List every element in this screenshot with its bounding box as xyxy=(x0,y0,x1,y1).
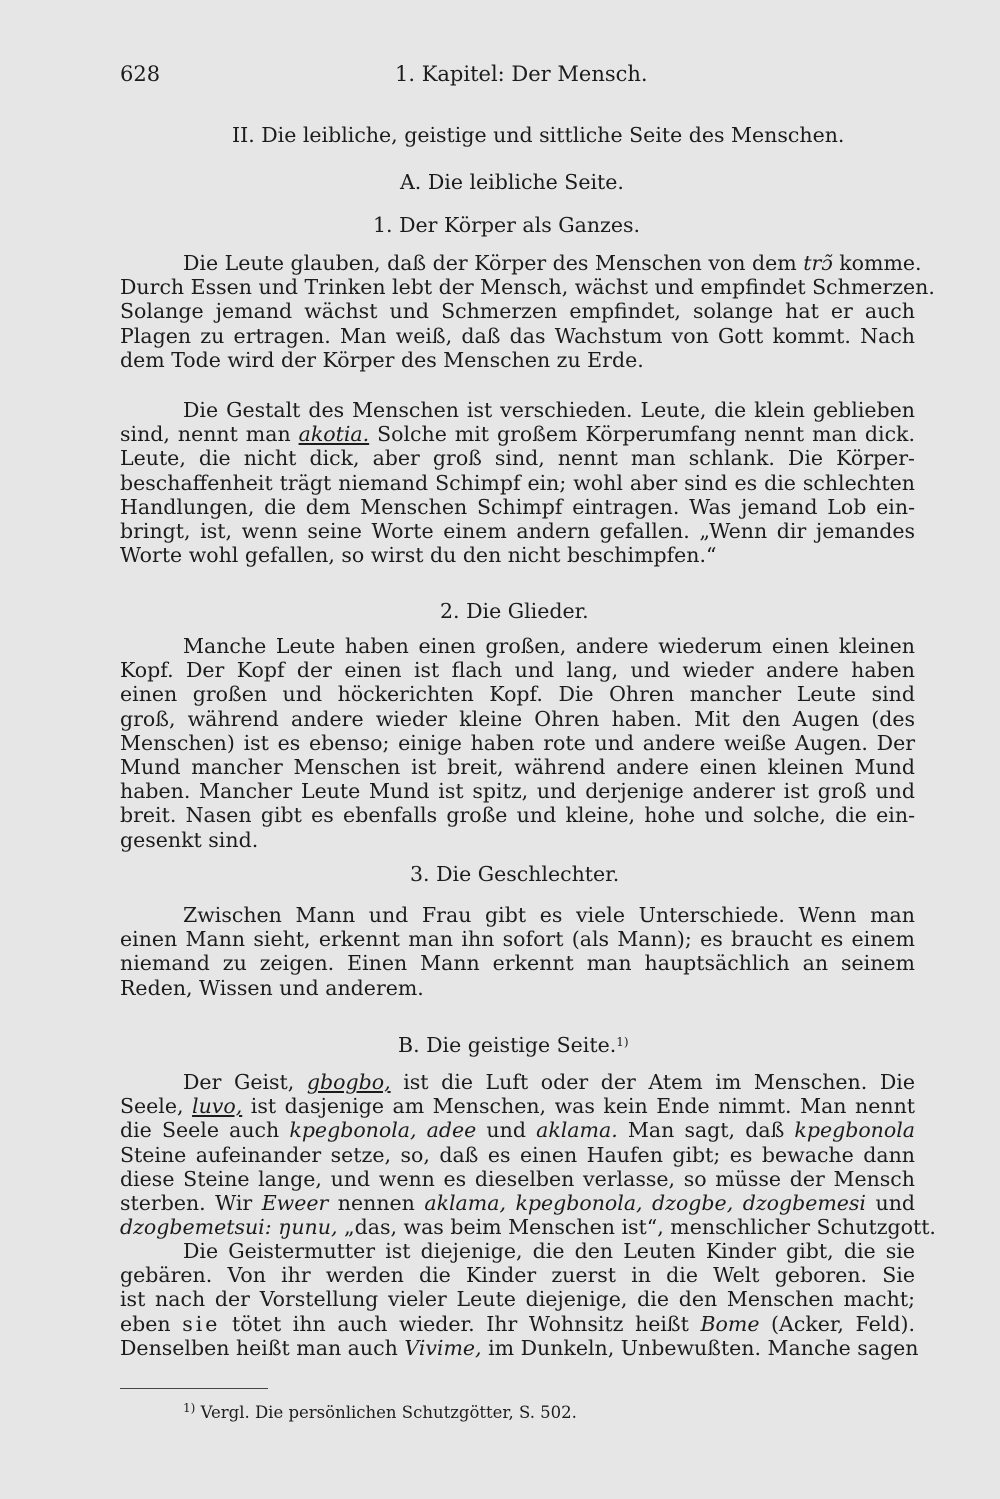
text-line xyxy=(120,1094,915,1118)
text-line: Durch Essen und Trinken lebt der Mensch, wächst und empfindet Schmerzen. xyxy=(120,275,935,300)
text-line: Steine aufeinander setze, so, daß es einen Haufen gibt; es bewache dann xyxy=(120,1142,915,1167)
text-run: Denselben heißt man auch xyxy=(120,1335,405,1360)
text-line: diese Steine lange, und wenn es dieselben verlasse, so müsse der Mensch xyxy=(120,1166,915,1191)
paragraph-3 xyxy=(120,634,915,852)
spaced-emphasis: sie xyxy=(182,1311,221,1336)
text-line: haben. Mancher Leute Mund ist spitz, und derjenige anderer ist groß und xyxy=(120,779,915,804)
text-run: Seele, xyxy=(120,1094,193,1119)
place-name: Bome xyxy=(700,1311,760,1336)
text-line xyxy=(120,1215,936,1240)
page-number: 628 xyxy=(120,62,161,86)
text-run: (Acker, Feld). xyxy=(759,1311,915,1336)
ewe-term: aklama. xyxy=(536,1118,618,1143)
text-line: Mund mancher Menschen ist breit, während andere einen kleinen Mund xyxy=(120,754,915,779)
text-line: niemand zu zeigen. Einen Mann erkennt man hauptsächlich an seinem xyxy=(120,951,915,976)
text-line: ist nach der Vorstellung vieler Leute diejenige, die den Menschen macht; xyxy=(120,1287,915,1312)
section-heading-b xyxy=(398,1031,629,1059)
subheading-2: 2. Die Glieder. xyxy=(440,599,589,623)
text-line: Handlungen, die dem Menschen Schimpf eintragen. Was jemand Lob ein- xyxy=(120,494,915,519)
text-run: „das, was beim Menschen ist“, menschlicher Schutzgott. xyxy=(337,1215,936,1240)
text-line: Die Gestalt des Menschen ist verschieden. Leute, die klein geblieben xyxy=(183,398,915,422)
text-run: Man sagt, daß xyxy=(617,1118,795,1143)
text-run: und xyxy=(866,1190,916,1215)
subheading-3: 3. Die Geschlechter. xyxy=(410,862,620,886)
paragraph-5 xyxy=(120,1070,936,1240)
text-line: groß, während andere wieder kleine Ohren haben. Mit den Augen (des xyxy=(120,706,915,731)
text-run: eben xyxy=(120,1311,183,1336)
text-run: tötet ihn auch wieder. Ihr Wohnsitz heißt xyxy=(220,1311,701,1336)
text-line: Zwischen Mann und Frau gibt es viele Unterschiede. Wenn man xyxy=(183,903,915,927)
text-run: und xyxy=(476,1118,537,1143)
ewe-term: gbogbo, xyxy=(306,1070,391,1094)
footnote-reference: 1) xyxy=(616,1035,629,1049)
paragraph-6 xyxy=(120,1239,919,1360)
text-run: nennen xyxy=(328,1190,425,1215)
ewe-term: akotia. xyxy=(298,422,370,447)
ewe-term: trɔ̃ xyxy=(803,251,833,275)
ewe-term: kpegbonola xyxy=(794,1118,916,1143)
ewe-term: aklama, kpegbonola, dzogbe, dzogbemesi xyxy=(424,1190,866,1215)
text-line xyxy=(120,1191,915,1215)
text-line: Leute, die nicht dick, aber groß sind, nennt man schlank. Die Körper- xyxy=(120,446,915,471)
text-run: sterben. Wir xyxy=(120,1190,262,1215)
footnote xyxy=(183,1402,577,1424)
text-run: ist die Luft oder der Atem im Menschen. Die xyxy=(390,1070,915,1094)
footnote-marker: 1) xyxy=(183,1401,196,1415)
subheading-1: 1. Der Körper als Ganzes. xyxy=(373,213,641,237)
text-line: gesenkt sind. xyxy=(120,827,259,852)
paragraph-2 xyxy=(120,398,915,567)
text-run: Der Geist, xyxy=(183,1070,307,1094)
text-line: Worte wohl gefallen, so wirst du den nicht beschimpfen.“ xyxy=(120,543,717,568)
running-header xyxy=(120,62,915,92)
footnote-text: Vergl. Die persönlichen Schutzgötter, S. 502. xyxy=(195,1403,577,1422)
text-line: einen Mann sieht, erkennt man ihn sofort (als Mann); es braucht es einem xyxy=(120,927,915,952)
text-line: Reden, Wissen und anderem. xyxy=(120,975,424,1000)
text-run: im Dunkeln, Unbewußten. Manche sagen xyxy=(481,1335,919,1360)
text-run: sind, nennt man xyxy=(120,422,299,447)
text-run: Solche mit großem Körperumfang nennt man dick. xyxy=(369,422,915,447)
text-line: Die Leute glauben, daß der Körper des Menschen von dem trɔ̃ komme. xyxy=(183,251,922,275)
text-line: beschaffenheit trägt niemand Schimpf ein; wohl aber sind es die schlechten xyxy=(120,470,915,495)
text-run: die Seele auch xyxy=(120,1118,290,1143)
chapter-title: 1. Kapitel: Der Mensch. xyxy=(395,62,648,86)
paragraph-4 xyxy=(120,903,915,1000)
text-line: Solange jemand wächst und Schmerzen empfindet, solange hat er auch xyxy=(120,299,915,324)
ewe-term: dzogbemetsui: ŋunu, xyxy=(120,1215,338,1240)
text-line: breit. Nasen gibt es ebenfalls große und kleine, hohe und solche, die ein- xyxy=(120,803,915,828)
text-line xyxy=(120,1070,915,1094)
section-heading-ii: II. Die leibliche, geistige und sittliche Seite des Menschen. xyxy=(232,123,845,147)
footnote-divider xyxy=(120,1388,268,1389)
text-line: Manche Leute haben einen großen, andere wiederum einen kleinen xyxy=(183,634,915,658)
text-line: bringt, ist, wenn seine Worte einem andern gefallen. „Wenn dir jemandes xyxy=(120,518,915,543)
text-line xyxy=(120,1312,915,1336)
text-line: Die Geistermutter ist diejenige, die den Leuten Kinder gibt, die sie xyxy=(183,1239,915,1263)
text-line: einen großen und höckerichten Kopf. Die Ohren mancher Leute sind xyxy=(120,682,915,707)
text-line xyxy=(120,1118,915,1142)
text-line: dem Tode wird der Körper des Menschen zu Erde. xyxy=(120,347,644,372)
ewe-term: kpegbonola, adee xyxy=(289,1118,477,1143)
text-line xyxy=(120,422,915,446)
text-line xyxy=(120,1335,919,1360)
text-line: Menschen) ist es ebenso; einige haben rote und andere weiße Augen. Der xyxy=(120,730,915,755)
text-line: Plagen zu ertragen. Man weiß, daß das Wachstum von Gott kommt. Nach xyxy=(120,323,915,348)
place-name: Vivime, xyxy=(404,1335,482,1360)
text-line: Kopf. Der Kopf der einen ist flach und lang, und wieder andere haben xyxy=(120,658,915,683)
heading-text: B. Die geistige Seite. xyxy=(398,1033,617,1057)
text-line: gebären. Von ihr werden die Kinder zuerst in die Welt geboren. Sie xyxy=(120,1263,915,1288)
section-heading-a: A. Die leibliche Seite. xyxy=(400,170,624,194)
paragraph-1 xyxy=(120,251,935,372)
text-run: ist dasjenige am Menschen, was kein Ende nimmt. Man nennt xyxy=(242,1094,916,1119)
ewe-term: luvo, xyxy=(192,1094,243,1119)
ewe-term: Eweer xyxy=(261,1190,329,1215)
